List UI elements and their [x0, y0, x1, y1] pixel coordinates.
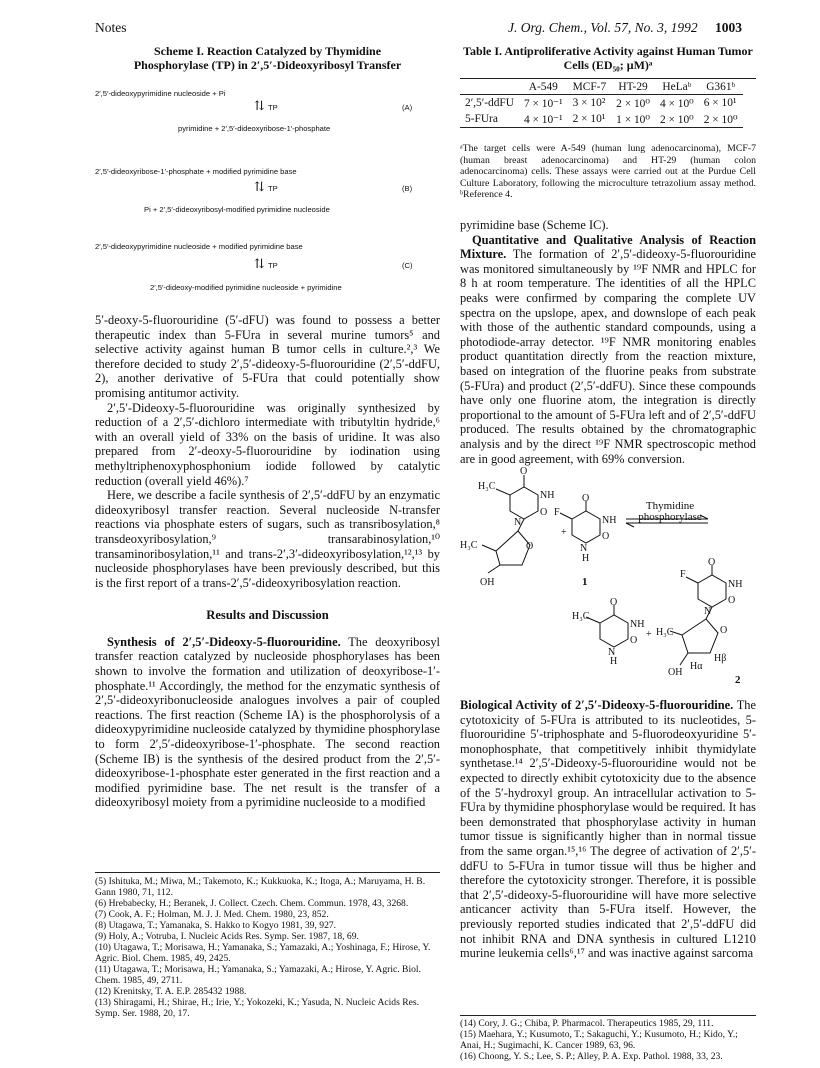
svg-text:O: O [728, 595, 736, 606]
table-row [460, 95, 743, 112]
footnote: (9) Holy, A.; Votruba, I. Nucleic Acids Res. Symp. Ser. 1987, 18, 69. [95, 931, 359, 942]
paragraph: 2′,5′-Dideoxy-5-fluorouridine was originally synthesized by reduction of a 2′,5′-dichloro intermediate with tributyltin hydride,⁶ with an overall yield of 33% on the basis of uridine. It was also prepared from 2′-deoxy-5-fluorouridine by iodination using methyltriphenoxyphosphonium iodide followed by catalytic reduction (overall yield 46%).⁷ [95, 400, 440, 488]
scheme-b-label: (B) [402, 184, 413, 193]
run-in-heading: Synthesis of 2′,5′-Dideoxy-5-fluorouridine. [107, 634, 341, 649]
table-cell: 2 × 10⁰ [616, 98, 650, 110]
table-row [460, 111, 743, 128]
svg-text:Hα: Hα [690, 661, 703, 672]
enzyme-label-line2: phosphorylase [638, 511, 702, 523]
page-number: 1003 [715, 20, 742, 35]
table-cell: 4 × 10⁰ [659, 98, 694, 110]
footnote-divider [460, 1015, 756, 1016]
scheme-c-products: 2′,5′-dideoxy-modified pyrimidine nucleoside + pyrimidine [150, 283, 342, 292]
scheme-title-line2: Phosphorylase (TP) in 2′,5′-Dideoxyribosyl Transfer [133, 58, 402, 72]
fluorouracil-ring [572, 511, 600, 543]
svg-text:O: O [520, 466, 528, 477]
footnote: (6) Hrebabecky, H.; Beranek, J. Collect. Czech. Chem. Commun. 1978, 43, 3268. [95, 898, 409, 909]
table-header-cell: G361ᵇ [706, 81, 736, 93]
svg-text:H: H [582, 553, 590, 564]
table-cell: 4 × 10⁻¹ [523, 114, 563, 126]
svg-text:H₃C: H₃C [572, 611, 590, 622]
sugar-ring [496, 531, 530, 565]
svg-text:+: + [561, 527, 567, 538]
right-column-lower [460, 698, 756, 961]
right-column [460, 218, 756, 466]
footnote: (15) Maehara, Y.; Kusumoto, T.; Sakaguchi, Y.; Kusumoto, H.; Kido, Y.; Anai, H.; Sugimachi, K. Cancer 1989, 63, 96. [460, 1029, 738, 1051]
section-heading: Results and Discussion [206, 608, 329, 623]
svg-text:H₃C: H₃C [478, 481, 496, 492]
pyrimidine-ring [510, 487, 538, 519]
svg-text:OH: OH [668, 667, 683, 678]
svg-text:H₃C: H₃C [460, 540, 478, 551]
scheme-tp-label: TP [268, 261, 278, 270]
scheme-a-reactants: 2′,5′-dideoxypyrimidine nucleoside + Pi [95, 89, 226, 98]
svg-text:NH: NH [728, 579, 743, 590]
table-cell: 2 × 10⁰ [659, 114, 694, 126]
svg-text:O: O [630, 635, 638, 646]
svg-text:O: O [582, 493, 590, 504]
table-footnote: ᵃThe target cells were A-549 (human lung adenocarcinoma), MCF-7 (human breast adenocarcinoma) and HT-29 (human colon adenocarcinoma) cells. These assays were carried out at the Purdue Cell Culture Laboratory, following the microculture tetrazolium assay method. ᵇReference 4. [460, 143, 756, 201]
svg-text:Hβ: Hβ [714, 653, 727, 664]
footnote-divider [95, 872, 440, 873]
scheme-c-label: (C) [402, 261, 413, 270]
footnote: (13) Shiragami, H.; Shirae, H.; Irie, Y.; Yokozeki, K.; Yasuda, N. Nucleic Acids Res. Symp. Ser. 1988, 20, 17. [95, 997, 420, 1019]
left-column [95, 313, 440, 810]
paragraph: Here, we describe a facile synthesis of 2′,5′-ddFU by an enzymatic dideoxyribosyl transfer reaction. Several nucleoside N-transfer reactions via phosphate esters of sugars, such as transribosylation,⁸ transdeoxyribosylation,⁹ transarabinosylation,¹⁰ transaminoribosylation,¹¹ and trans-2′,3′-dideoxyribosylation,¹²,¹³ by nucleoside phosphorylases have been previously described, but this is the first report of a trans-2′,5′-dideoxyribosylation reaction. [95, 488, 440, 590]
svg-text:H₃C: H₃C [656, 627, 674, 638]
scheme-a-label: (A) [402, 103, 413, 112]
enzyme-label-line1: Thymidine [645, 500, 695, 512]
svg-text:H: H [610, 656, 618, 667]
svg-text:N: N [514, 517, 522, 528]
scheme-title-line1: Scheme I. Reaction Catalyzed by Thymidine [153, 44, 382, 58]
run-in-heading: Biological Activity of 2′,5′-Dideoxy-5-fluorouridine. [460, 698, 734, 712]
svg-text:N: N [580, 543, 588, 554]
svg-text:O: O [526, 541, 534, 552]
scheme-c-reactants: 2′,5′-dideoxypyrimidine nucleoside + modified pyrimidine base [95, 242, 303, 251]
table-cell: 2 × 10¹ [572, 113, 606, 125]
svg-text:F: F [554, 507, 560, 518]
paragraph: 5′-deoxy-5-fluorouridine (5′-dFU) was found to possess a better therapeutic index than 5-FUra in several murine tumors⁵ and selective activity against human B tumor cells in culture.²,³ We therefore decided to study 2′,5′-dideoxy-5-fluorouridine (2′,5′-ddFU, 2), another derivative of 5-FUra that could potentially show promising antitumor activity. [95, 313, 440, 400]
table-cell: 5-FUra [465, 113, 498, 125]
table-header-cell: A-549 [528, 81, 558, 93]
left-footnotes [95, 876, 440, 1019]
footnote: (11) Utagawa, T.; Morisawa, H.; Yamanaka, S.; Yamazaki, A.; Hirose, Y. Agric. Biol. Chem. 1985, 49, 2711. [95, 964, 421, 986]
table-cell: 3 × 10² [572, 97, 606, 109]
table-header-cell: HT-29 [618, 81, 648, 93]
journal-citation: J. Org. Chem., Vol. 57, No. 3, 1992 [508, 20, 698, 35]
scheme-tp-label: TP [268, 103, 278, 112]
svg-text:N: N [704, 606, 712, 617]
svg-text:O: O [602, 531, 610, 542]
svg-text:O: O [720, 625, 728, 636]
table-rule-top [460, 78, 756, 79]
equilibrium-arrow-icon: ⇅ [254, 98, 265, 113]
compound-number: 1 [582, 576, 588, 588]
svg-text:N: N [608, 647, 616, 658]
table-cell: 2′,5′-ddFU [465, 97, 514, 109]
right-footnotes [460, 1018, 756, 1062]
footnote: (7) Cook, A. F.; Holman, M. J. J. Med. Chem. 1980, 23, 852. [95, 909, 329, 920]
compound-number: 2 [735, 674, 741, 686]
table-cell: 2 × 10⁰ [703, 114, 738, 126]
svg-text:+: + [646, 629, 652, 640]
run-in-heading: Quantitative and Qualitative Analysis of Reaction Mixture. [460, 232, 756, 262]
scheme-title [95, 44, 440, 72]
table-cell: 6 × 10¹ [703, 97, 737, 109]
svg-text:O: O [610, 597, 618, 608]
svg-text:O: O [708, 557, 716, 568]
activity-table [460, 80, 743, 128]
equilibrium-arrow-icon: ⇅ [254, 179, 265, 194]
table-cell: 7 × 10⁻¹ [523, 98, 563, 110]
svg-text:OH: OH [480, 577, 495, 588]
svg-text:NH: NH [630, 619, 645, 630]
running-header-left: Notes [95, 20, 127, 35]
footnote: (8) Utagawa, T.; Yamanaka, S. Hakko to Kogyo 1981, 39, 927. [95, 920, 337, 931]
table-header-cell: HeLaᵇ [662, 81, 692, 93]
table-cell: 1 × 10⁰ [616, 114, 650, 126]
footnote: (5) Ishituka, M.; Miwa, M.; Takemoto, K.; Kukkuoka, K.; Itoga, A.; Maruyama, H. B. Gann 1980, 71, 112. [95, 876, 426, 898]
scheme-b-reactants: 2′,5′-dideoxyribose-1′-phosphate + modified pyrimidine base [95, 167, 297, 176]
scheme-a-products: pyrimidine + 2′,5′-dideoxyribose-1′-phosphate [178, 124, 331, 133]
table-title [460, 44, 756, 72]
footnote: (12) Krenitsky, T. A. E.P. 285432 1988. [95, 986, 247, 997]
equilibrium-arrow-icon: ⇅ [254, 256, 265, 271]
thymine-ring [600, 615, 628, 647]
footnote: (10) Utagawa, T.; Morisawa, H.; Yamanaka, S.; Yamazaki, A.; Yoshinaga, F.; Hirose, Y. Agric. Biol. Chem. 1985, 49, 2425. [95, 942, 431, 964]
svg-text:NH: NH [540, 490, 555, 501]
reaction-diagram [460, 465, 756, 700]
table-header-cell: MCF-7 [572, 81, 607, 93]
fluorouridine-ring [698, 575, 726, 607]
paragraph: The formation of 2′,5′-dideoxy-5-fluorouridine was monitored simultaneously by ¹⁹F NMR and HPLC for 8 h at room temperature. The identities of all the HPLC peaks were confirmed by comparing the complete UV spectra on the upslope, apex, and downslope of each peak with those of the authentic standard compounds, using a photodiode-array detector. ¹⁹F NMR monitoring enables product quantitation directly from the reaction mixture, based on integration of the fluorine peaks from substrate (5-FUra) and product (2′,5′-ddFU). Since these compounds have only one fluorine atom, the integration is directly proportional to the amount of 5-FUra left and of 2′,5′-ddFU produced. The results obtained by the chromatographic analysis and by the direct ¹⁹F NMR spectroscopic method are in good agreement, with 69% conversion. [460, 247, 756, 466]
svg-text:F: F [680, 569, 686, 580]
paragraph: The cytotoxicity of 5-FUra is attributed to its nucleotides, 5-fluorouridine 5′-triphosphate and 5-fluorodeoxyuridine 5′-monophosphate, that competitively inhibit thymidylate synthetase.¹⁴ 2′,5′-Dideoxy-5-fluorouridine would not be expected to directly exhibit cytotoxicity due to the absence of the 5′-hydroxyl group. An intracellular activation to 5-FUra by thymidine phosphorylase would be required. It has been demonstrated that phosphorylase activity in human tumor tissue is significantly higher than in normal tissue from the same organ.¹⁵,¹⁶ The degree of activation of 2′,5′-ddFU to 5-FUra in tumor tissue will thus be higher and therefore the cytotoxicity stronger. Therefore, it is possible that 2′,5′-dideoxy-5-fluorouridine will have more selective anticancer activity than 5-FUra itself. However, the previously reported studies indicated that 2′,5′-ddFU did not inhibit RNA and DNA synthesis in cultured L1210 murine leukemia cells⁶,¹⁷ and was inactive against sarcoma [460, 698, 757, 961]
table-title-line2: Cells (ED₅₀; μM)ᵃ [563, 58, 653, 72]
svg-text:O: O [540, 507, 548, 518]
table-header-cell [460, 80, 519, 95]
table-title-line1: Table I. Antiproliferative Activity against Human Tumor [463, 44, 753, 58]
paragraph: pyrimidine base (Scheme IC). [460, 218, 609, 232]
sugar-ring [682, 619, 718, 653]
scheme-b-products: Pi + 2′,5′-dideoxyribosyl-modified pyrimidine nucleoside [144, 205, 330, 214]
paragraph: The deoxyribosyl transfer reaction catalyzed by nucleoside phosphorylases has been shown to involve the formation and utilization of deoxyribose-1′-phosphate.¹¹ Accordingly, the method for the enzymatic synthesis of 2′,5′-dideoxyribonucleoside analogues involves a pair of coupled reactions. The first reaction (Scheme IA) is the phosphorolysis of a dideoxypyrimidine nucleoside catalyzed by thymidine phosphorylase to form 2′,5′-dideoxyribose-1′-phosphate. The second reaction (Scheme IB) is the synthesis of the desired product from the 2′,5′-dideoxyribose-1-phosphate ester generated in the first reaction and a modified pyrimidine base. The net result is the transfer of a dideoxyribosyl moiety from a pyrimidine nucleoside to a modified [95, 634, 440, 810]
scheme-tp-label: TP [268, 184, 278, 193]
svg-text:NH: NH [602, 515, 617, 526]
table-header-row [460, 80, 743, 95]
footnote: (14) Cory, J. G.; Chiba, P. Pharmacol. Therapeutics 1985, 29, 111. [460, 1018, 714, 1029]
footnote: (16) Choong, Y. S.; Lee, S. P.; Alley, P. A. Exp. Pathol. 1988, 33, 23. [460, 1051, 723, 1062]
